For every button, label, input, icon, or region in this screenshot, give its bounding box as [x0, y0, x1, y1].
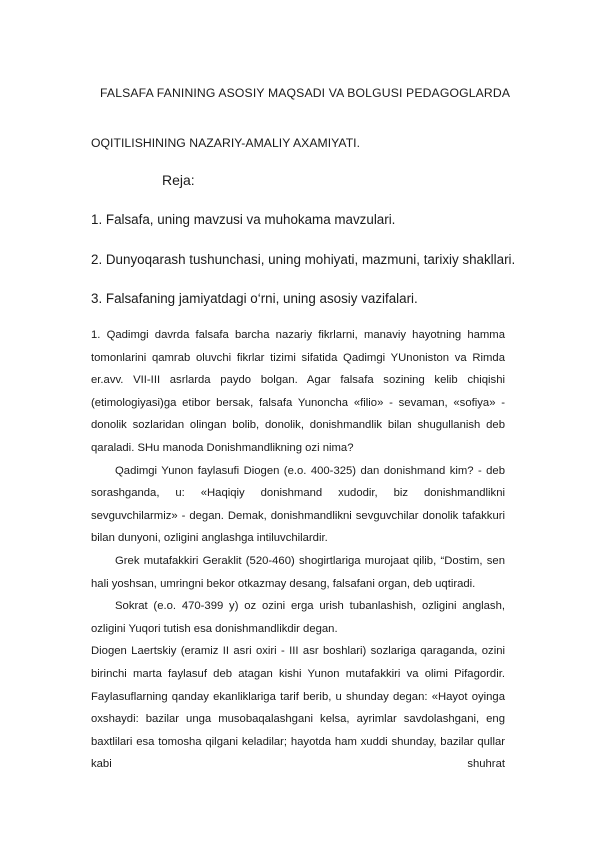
document-title-line-2: OQITILISHINING NAZARIY-AMALIY AXAMIYATI.: [91, 136, 361, 150]
paragraph: Diogen Laertskiy (eramiz II asri oxiri - III asr boshlari) sozlariga qaraganda, ozini birinchi marta faylasuf deb atagan kishi Yunon mutafakkiri va olimi Pifagordir. Faylasuflarning qanday ekanliklariga tarif berib, u shunday degan: «Hayot oyinga oxshaydi: bazilar unga musobaqalashgani kelsa, ayrimlar savdolashgani, eng baxtlilari esa tomosha qilgani keladilar; hayotda ham xuddi shunday, bazilar qullar kabi shuhrat: [91, 645, 505, 771]
paragraph: Qadimgi Yunon faylasufi Diogen (e.o. 400-325) dan donishmand kim? - deb sorashganda, u: «Haqiqiy donishmand xudodir, biz donishmandlikni sevguvchilarmiz» - degan. Demak, donishmandlikni sevguvchilar donolik tafakkuri bilan dunyoni, ozligini anglashga intiluvchilardir.: [91, 464, 505, 545]
paragraph: 1. Qadimgi davrda falsafa barcha nazariy fikrlarni, manaviy hayotning hamma tomonlarini qamrab oluvchi fikrlar tizimi sifatida Qadimgi YUnoniston va Rimda er.avv. VII-III asrlarda paydo bolgan. Agar falsafa sozining kelib chiqishi (etimologiyasi)ga etibor bersak, falsafa Yunoncha «filio» - sevaman, «sofiya» - donolik sozlaridan olingan bolib, donolik, donishmandlik bilan shugullanish deb qaraladi. SHu manoda Donishmandlikning ozi nima?: [91, 329, 505, 454]
body-text: [91, 324, 505, 776]
plan-title: Reja:: [162, 172, 195, 188]
plan-item: 1. Falsafa, uning mavzusi va muhokama mavzulari.: [91, 212, 396, 227]
document-title-line-1: FALSAFA FANINING ASOSIY MAQSADI VA BOLGUSI PEDAGOGLARDA: [100, 86, 511, 100]
plan-item: 2. Dunyoqarash tushunchasi, uning mohiyati, mazmuni, tarixiy shakllari.: [91, 252, 516, 267]
plan-item: 3. Falsafaning jamiyatdagi o‘rni, uning asosiy vazifalari.: [91, 291, 418, 306]
paragraph: Grek mutafakkiri Geraklit (520-460) shogirtlariga murojaat qilib, “Dostim, sen hali yoshsan, umringni bekor otkazmay desang, falsafani organ, deb uqtiradi.: [91, 554, 505, 590]
paragraph: Sokrat (e.o. 470-399 y) oz ozini erga urish tubanlashish, ozligini anglash, ozligini Yuqori tutish esa donishmandlikdir degan.: [91, 600, 505, 635]
